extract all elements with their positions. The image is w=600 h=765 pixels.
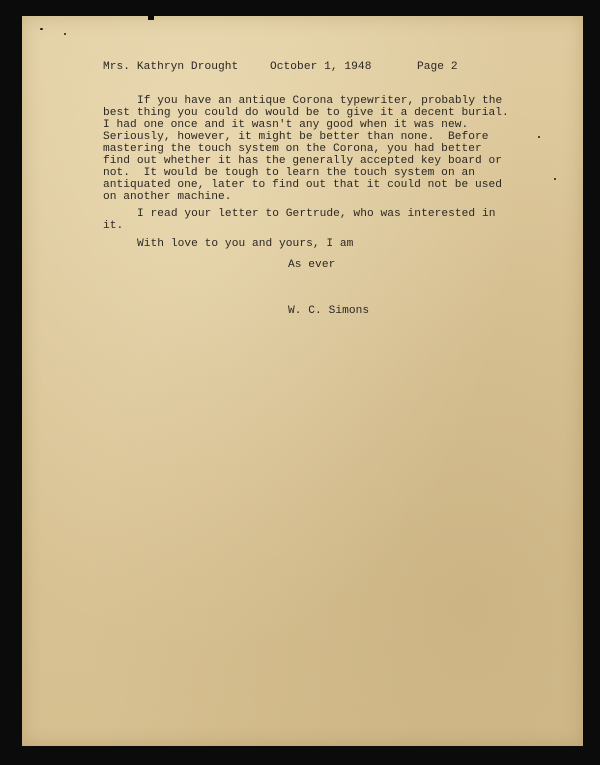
text-line: it.	[103, 220, 124, 232]
text-line: antiquated one, later to find out that it could not be used	[103, 179, 503, 191]
text-line: Seriously, however, it might be better than none. Before	[103, 131, 489, 143]
paper-speck	[554, 178, 556, 180]
text-line: If you have an antique Corona typewriter, probably the	[137, 95, 503, 107]
paper-speck	[64, 33, 66, 35]
text-line: I read your letter to Gertrude, who was interested in	[137, 208, 496, 220]
text-line: I had one once and it wasn't any good when it was new.	[103, 119, 469, 131]
closing-line: With love to you and yours, I am	[137, 238, 354, 250]
recipient-name: Mrs. Kathryn Drought	[103, 61, 239, 73]
letter-date: October 1, 1948	[270, 61, 372, 73]
text-line: find out whether it has the generally accepted key board or	[103, 155, 503, 167]
paper-speck	[538, 136, 540, 138]
paper-tear	[148, 12, 154, 20]
letter-page	[22, 16, 583, 746]
paper-speck	[40, 28, 43, 30]
text-line: not. It would be tough to learn the touch system on an	[103, 167, 475, 179]
signature-name: W. C. Simons	[288, 305, 370, 317]
text-line: mastering the touch system on the Corona, you had better	[103, 143, 482, 155]
text-line: on another machine.	[103, 191, 232, 203]
text-line: best thing you could do would be to give it a decent burial.	[103, 107, 509, 119]
valediction: As ever	[288, 259, 336, 271]
page-number: Page 2	[417, 61, 458, 73]
